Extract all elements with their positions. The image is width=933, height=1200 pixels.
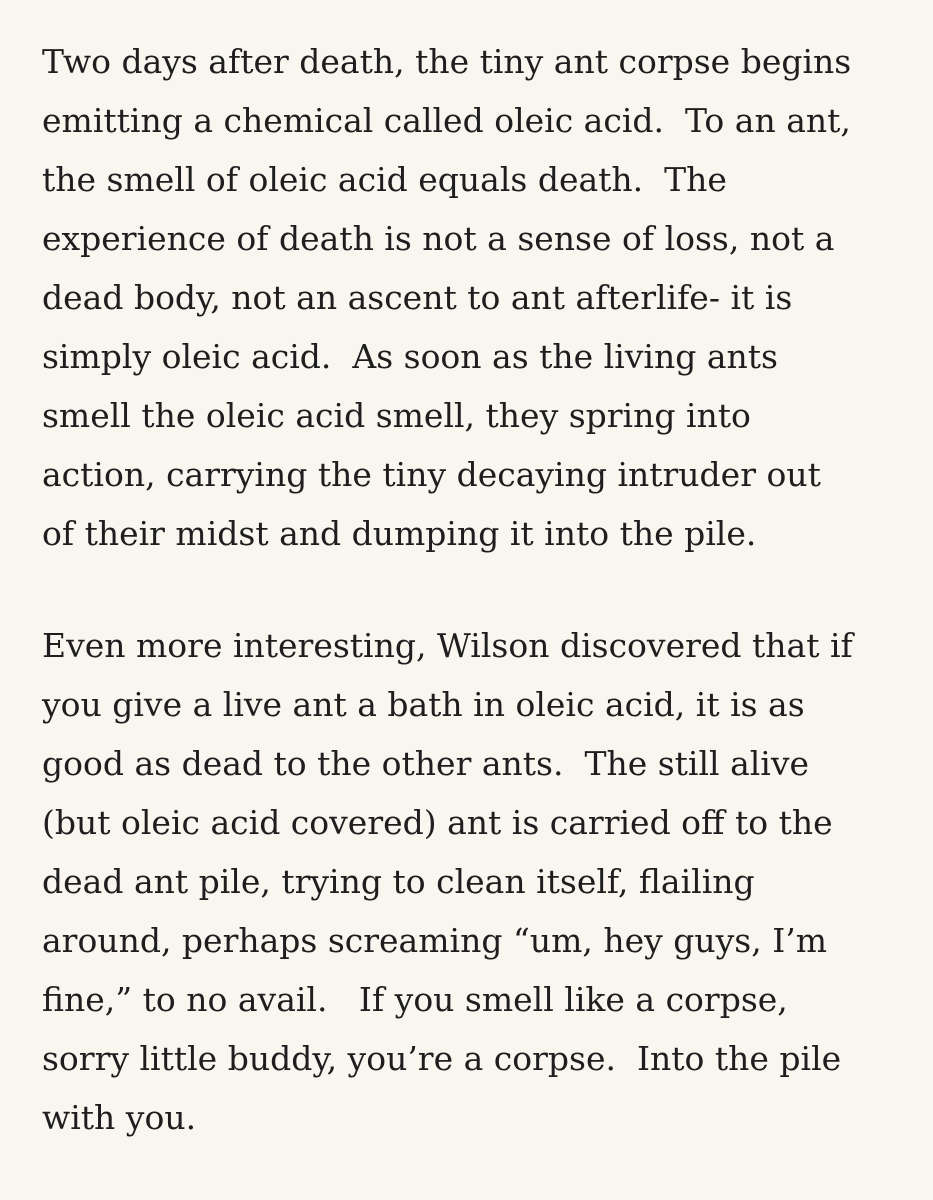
paragraph-line: of their midst and dumping it into the pile. xyxy=(42,514,757,553)
paragraph-line: smell the oleic acid smell, they spring into xyxy=(42,396,751,435)
paragraph-line: dead ant pile, trying to clean itself, flailing xyxy=(42,862,755,901)
paragraph-line: Two days after death, the tiny ant corpse begins xyxy=(42,42,852,81)
paragraph-line: the smell of oleic acid equals death. The xyxy=(42,160,727,199)
paragraph-line: emitting a chemical called oleic acid. To an ant, xyxy=(42,101,851,140)
paragraph-line: with you. xyxy=(42,1098,197,1137)
paragraph-line: simply oleic acid. As soon as the living ants xyxy=(42,337,778,376)
paragraph-line: Even more interesting, Wilson discovered that if xyxy=(42,626,853,665)
paragraph-line: dead body, not an ascent to ant afterlife- it is xyxy=(42,278,793,317)
paragraph-line: you give a live ant a bath in oleic acid, it is as xyxy=(42,685,805,724)
paragraph-line: (but oleic acid covered) ant is carried off to the xyxy=(42,803,833,842)
paragraph-line: sorry little buddy, you’re a corpse. Into the pile xyxy=(42,1039,842,1078)
paragraph-line: good as dead to the other ants. The still alive xyxy=(42,744,810,783)
paragraph-line: fine,” to no avail. If you smell like a corpse, xyxy=(42,980,788,1019)
paragraph-line: experience of death is not a sense of loss, not a xyxy=(42,219,835,258)
paragraph-line: around, perhaps screaming “um, hey guys, I’m xyxy=(42,921,828,960)
paragraph-line: action, carrying the tiny decaying intruder out xyxy=(42,455,821,494)
